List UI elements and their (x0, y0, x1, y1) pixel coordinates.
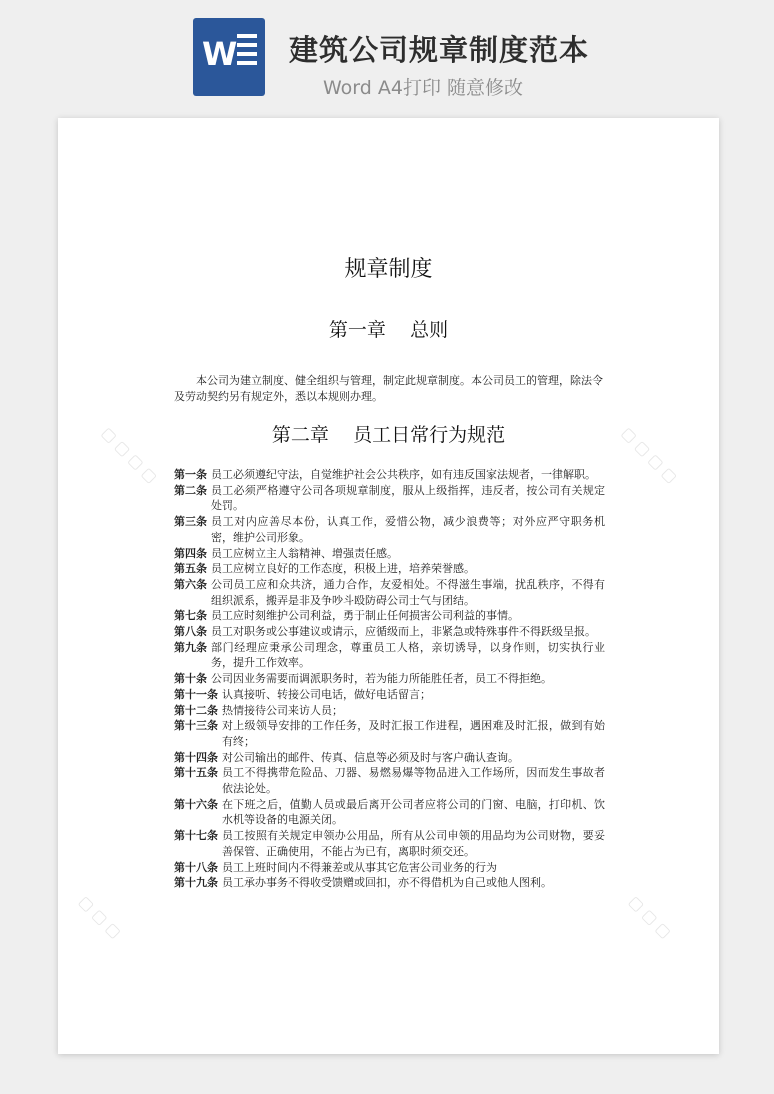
article-number: 第七条 (174, 609, 207, 623)
article-item (174, 687, 605, 703)
chapter-2-heading: 第二章 员工日常行为规范 (271, 424, 506, 446)
article-number: 第十四条 (174, 750, 218, 764)
article-number: 第二条 (174, 483, 207, 497)
article-text: 公司员工应和众共济，通力合作，友爱相处。不得滋生事端，扰乱秩序，不得有组织派系，搬弄是非及争吵斗殴防碍公司士气与团结。 (211, 577, 605, 607)
article-item (174, 828, 605, 859)
article-number: 第六条 (174, 577, 207, 591)
article-text: 员工必须遵纪守法，自觉维护社会公共秩序，如有违反国家法规者，一律解职。 (211, 468, 596, 481)
article-text: 员工应树立良好的工作态度，积极上进，培养荣誉感。 (211, 562, 475, 576)
article-item (174, 797, 605, 828)
article-text: 员工对职务或公事建议或请示，应循级而上，非紧急或特殊事件不得跃级呈报。 (211, 625, 596, 639)
article-item (174, 561, 605, 577)
article-number: 第十五条 (174, 766, 218, 780)
article-text: 对公司输出的邮件、传真、信息等必须及时与客户确认查询。 (222, 750, 519, 764)
article-text: 员工按照有关规定申领办公用品，所有从公司申领的用品均为公司财物，要妥善保管、正确使用，不能占为已有，离职时须交还。 (222, 829, 605, 858)
watermark: ▢ ▢ ▢ (625, 892, 675, 942)
article-item (174, 577, 605, 608)
article-text: 部门经理应秉承公司理念，尊重员工人格，亲切诱导，以身作则，切实执行业务，提升工作效率。 (211, 640, 605, 670)
article-number: 第八条 (174, 625, 207, 639)
article-item (174, 765, 605, 796)
article-item (174, 514, 605, 545)
article-item (174, 671, 605, 687)
article-number: 第十二条 (174, 703, 218, 717)
article-text: 对上级领导安排的工作任务，及时汇报工作进程，遇困难及时汇报，做到有始有终； (222, 719, 605, 748)
word-icon (193, 18, 265, 96)
article-item (174, 546, 605, 562)
article-number: 第九条 (174, 640, 207, 654)
word-icon-lines (237, 34, 257, 70)
chapter-1-heading: 第一章 总则 (328, 319, 449, 341)
article-text: 员工上班时间内不得兼差或从事其它危害公司业务的行为 (222, 860, 497, 874)
article-text: 员工不得携带危险品、刀器、易燃易爆等物品进入工作场所，因而发生事故者依法论处。 (222, 766, 605, 796)
article-number: 第十六条 (174, 797, 218, 811)
banner-title: 建筑公司规章制度范本 (289, 33, 590, 67)
article-number: 第四条 (174, 546, 207, 560)
article-item (174, 640, 605, 671)
article-number: 第十九条 (174, 876, 218, 890)
article-item (174, 875, 605, 891)
article-text: 员工必须严格遵守公司各项规章制度，服从上级指挥，违反者，按公司有关规定处罚。 (211, 483, 605, 513)
article-number: 第三条 (174, 515, 207, 529)
article-text: 公司因业务需要而调派职务时，若为能力所能胜任者，员工不得拒绝。 (211, 672, 552, 686)
article-number: 第十一条 (174, 687, 218, 701)
article-number: 第十七条 (174, 829, 218, 843)
document-page (58, 118, 719, 1054)
article-item (174, 718, 605, 749)
article-item (174, 608, 605, 624)
article-list (174, 467, 605, 891)
template-banner (0, 0, 774, 112)
article-text: 认真接听、转接公司电话，做好电话留言； (222, 687, 431, 701)
article-item (174, 703, 605, 719)
intro-paragraph: 本公司为建立制度、健全组织与管理，制定此规章制度。本公司员工的管理，除法令及劳动契约另有规定外，悉以本规则办理。 (174, 374, 603, 403)
article-text: 员工对内应善尽本份，认真工作，爱惜公物，减少浪费等；对外应严守职务机密，维护公司形象。 (211, 515, 605, 544)
article-item (174, 483, 605, 514)
article-item (174, 624, 605, 640)
article-text: 在下班之后，值勤人员或最后离开公司者应将公司的门窗、电脑，打印机、饮水机等设备的电源关闭。 (222, 797, 605, 827)
article-item (174, 467, 605, 483)
article-text: 热情接待公司来访人员； (222, 703, 343, 717)
watermark: ▢ ▢ ▢ ▢ (618, 423, 681, 487)
article-number: 第十三条 (174, 719, 218, 733)
word-icon-letter: W (202, 35, 238, 73)
watermark: ▢ ▢ ▢ ▢ (98, 423, 161, 487)
article-text: 员工承办事务不得收受馈赠或回扣，亦不得借机为自己或他人图利。 (222, 876, 552, 890)
watermark: ▢ ▢ ▢ (75, 892, 125, 942)
article-item (174, 750, 605, 766)
banner-subtitle: Word A4打印 随意修改 (323, 77, 524, 99)
document-title: 规章制度 (344, 257, 433, 282)
article-text: 员工应时刻维护公司利益，勇于制止任何损害公司利益的事情。 (211, 609, 519, 623)
article-text: 员工应树立主人翁精神、增强责任感。 (211, 546, 398, 560)
article-item (174, 860, 605, 876)
article-number: 第一条 (174, 468, 207, 481)
article-number: 第五条 (174, 562, 207, 576)
article-number: 第十条 (174, 672, 207, 686)
article-number: 第十八条 (174, 860, 218, 874)
